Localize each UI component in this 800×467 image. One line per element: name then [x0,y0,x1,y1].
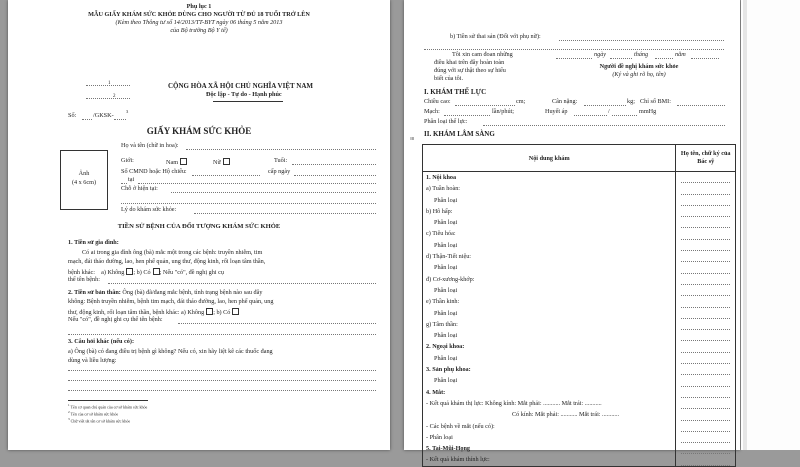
exam-row: b) Hô hấp: [426,207,453,215]
female-option: Nữ [213,158,230,166]
doctor-sign-line[interactable] [681,409,730,420]
height-label: Chiều cao: [424,98,451,105]
doctor-signature-cell [676,172,736,467]
age-label: Tuổi: [274,157,288,164]
exam-row: - Kết quả khám thị lực: Không kính: Mắt phải: ........... Mắt trái: ........... [426,399,602,407]
doctor-sign-line[interactable] [681,421,730,432]
address-label: Chỗ ở hiện tại: [121,185,158,192]
family-title: 1. Tiền sử gia đình: [68,239,119,246]
table-anchor-icon[interactable]: ⊞ [410,137,415,142]
exam-row: e) Thần kinh: [426,298,460,306]
date-label: ngày [594,51,607,58]
motto: Độc lập - Tự do - Hạnh phúc [206,91,282,98]
height-unit: cm; [516,98,526,105]
doctor-sign-line[interactable] [681,183,730,194]
male-checkbox[interactable] [180,158,187,165]
exam-row: Phân loại [434,241,458,249]
issued-with: (Kèm theo Thông tư số 14/2013/TT-BYT ngày 06 tháng 5 năm 2013 [115,19,283,26]
doctor-sign-line[interactable] [681,341,730,352]
org-mark-2: 2 [113,94,116,99]
doctor-sign-line[interactable] [681,330,730,341]
exam-row: d) Thận-Tiết niệu: [426,253,472,261]
scrollbar-area[interactable] [741,0,800,450]
family-text-4: thể tên bệnh: [68,276,100,283]
self-text-4: Nếu "có", đề nghị ghi cụ thể tên bệnh: [68,316,163,323]
doctor-sign-line[interactable] [681,285,730,296]
exam-row: 3. Sản phụ khoa: [426,366,471,374]
exam-row: - Kết quả khám thính lực: [426,456,490,464]
weight-unit: kg; [627,98,635,105]
self-text-1: 2. Tiền sử bản thân: Ông (bà) đã/đang mắc bệnh, tình trạng bệnh nào sau đây [68,289,263,296]
doctor-sign-line[interactable] [681,443,730,454]
exam-row: Phân loại [434,354,458,362]
doctor-sign-line[interactable] [681,251,730,262]
female-checkbox[interactable] [223,158,230,165]
classify-label: Phân loại thể lực: [424,118,468,125]
physical-title: I. KHÁM THỂ LỰC [424,88,487,96]
doctor-sign-line[interactable] [681,364,730,375]
photo-size: (4 x 6cm) [71,179,97,186]
number-label: Số: [68,112,77,119]
appendix-label: Phụ lục 1 [186,3,212,10]
footnote-3: $^3$ Chữ viết tắt tên cơ sở khám sức khỏe [68,417,131,424]
exam-row: Phân loại [434,377,458,385]
vertical-ruler [743,0,747,450]
pulse-unit: lần/phút; [492,108,514,115]
exam-row: Phân loại [434,332,458,340]
document-page-2: b) Tiền sử thai sản (Đối với phụ nữ): Tôi xin cam đoan những điều khai trên đây hoàn toàn đúng với sự thật theo sự hiểu biết của tôi. ngày tháng năm Người đề nghị khám sức khỏe (Ký và ghi rõ họ, tên) I. KHÁM THỂ LỰC Chiều cao: cm; Cân nặng: kg; Chỉ số BMI: Mạch: lần/phút; Huyết áp / mmHg Phân loại thể lực: II. KHÁM LÂM SÀNG ⊞ Nội dung khám Họ tên, chữ ký của Bác sỹ 1. Nội khoa a) Tuần hoàn: Phân loại b) Hô hấp: Phân loại c) Tiêu hóa: Phân loại d) Thận-Tiết niệu: Phân loại đ) Cơ-xương-khớp: Phân loại e) Thần kinh: Phân loại g) Tâm thần: Phân loại 2. Ngoại khoa: Phân loại 3. Sản phụ khoa: Phân loại 4. Mắt: - Kết quả khám thị lực: Không kính: Mắt phải: ........... Mắt trái: ........... Có kính: Mắt phải: ........... Mắt trái: ........... - Các bệnh về mắt (nếu có): - Phân loại 5. Tai-Mũi-Họng - Kết quả khám thính lực: [404,0,740,450]
exam-row: - Các bệnh về mắt (nếu có): [426,422,495,430]
doctor-sign-line[interactable] [681,172,730,183]
col-doctor-header: Họ tên, chữ ký của Bác sỹ [676,145,736,172]
exam-row: - Phân loại [426,433,453,441]
exam-content-cell [423,172,676,467]
month-label: tháng [634,51,649,58]
other-b-label: b) Tiền sử thai sản (Đối với phụ nữ): [450,33,541,40]
reason-label: Lý do khám sức khỏe: [121,206,177,213]
doctor-sign-line[interactable] [681,228,730,239]
signer-note: (Ký và ghi rõ họ, tên) [612,71,666,78]
photo-label: Ảnh [78,170,90,177]
issued-by: của Bộ trưởng Bộ Y tế) [170,27,228,34]
family-text-3: bệnh khác: a) Không ; b) Có ; Nếu "có", đề nghị ghi cụ [68,269,224,276]
footnote-1: $^1$ Tên cơ quan chủ quản của cơ sở khám sức khỏe [68,403,148,410]
doctor-sign-line[interactable] [681,375,730,386]
doctor-sign-line[interactable] [681,262,730,273]
gender-label: Giới: [121,157,134,164]
self-text-3: thư, động kinh, rối loạn tâm thần, bệnh khác: a) Không ; b) Có [68,308,239,316]
family-yes-checkbox[interactable] [153,268,160,275]
exam-row: 4. Mắt: [426,388,446,396]
photo-box [60,150,108,210]
other-text-1: a) Ông (bà) có đang điều trị bệnh gì không? Nếu có, xin hãy liệt kê các thuốc đang [68,348,273,355]
male-option: Nam [166,158,187,166]
self-text-2: không: Bệnh truyền nhiễm, bệnh tim mạch, đái tháo đường, lao, hen phế quản, ung [68,298,274,305]
exam-row: g) Tâm thần: [426,320,458,328]
doctor-sign-line[interactable] [681,432,730,443]
doctor-sign-line[interactable] [681,206,730,217]
doctor-sign-line[interactable] [681,296,730,307]
self-yes-checkbox[interactable] [232,308,239,315]
doctor-sign-line[interactable] [681,454,730,465]
exam-row: Phân loại [434,196,458,204]
pledge-line-2: điều khai trên đây hoàn toàn [434,59,505,66]
exam-row: 2. Ngoại khoa: [426,343,465,351]
signer-title: Người đề nghị khám sức khỏe [599,63,679,70]
main-title: MẪU GIẤY KHÁM SỨC KHỎE DÙNG CHO NGƯỜI TỪ ĐỦ 18 TUỔI TRỞ LÊN [88,11,310,18]
family-text-1: Có ai trong gia đình ông (bà) mắc một trong các bệnh: truyền nhiễm, tim [82,249,263,256]
number-value: /GKSK- [93,112,114,119]
exam-row: a) Tuần hoàn: [426,185,461,193]
exam-row: Phân loại [434,286,458,294]
doctor-sign-line[interactable] [681,319,730,330]
at-label: tại [128,176,135,183]
exam-row: Phân loại [434,219,458,227]
footnote-2: $^2$ Tên của cơ sở khám sức khỏe [68,410,119,417]
doctor-sign-line[interactable] [681,240,730,251]
exam-row: c) Tiêu hóa: [426,230,456,238]
other-text-2: dùng và liều lượng: [68,357,117,364]
pledge-line-4: biết của tôi. [434,75,464,82]
exam-row: 5. Tai-Mũi-Họng [426,445,471,453]
doctor-sign-line[interactable] [681,308,730,319]
exam-row: 1. Nội khoa [426,174,457,181]
doctor-sign-line[interactable] [681,217,730,228]
document-title: GIẤY KHÁM SỨC KHỎE [146,126,252,136]
weight-label: Cân nặng: [552,98,578,105]
exam-row: Phân loại [434,309,458,317]
pledge-line-1: Tôi xin cam đoan những [452,51,513,58]
pulse-label: Mạch: [424,108,440,115]
bp-unit: mmHg [639,108,657,115]
history-title: TIỀN SỬ BỆNH CỦA ĐỐI TƯỢNG KHÁM SỨC KHỎE [117,223,281,230]
republic-heading: CỘNG HÒA XÃ HỘI CHỦ NGHĨA VIỆT NAM [168,82,314,90]
doctor-sign-line[interactable] [681,398,730,409]
fullname-label: Họ và tên (chữ in hoa): [121,142,179,149]
doctor-sign-line[interactable] [681,195,730,206]
doctor-sign-line[interactable] [681,353,730,364]
number-sup: 3 [126,109,129,114]
pledge-line-3: đúng với sự thật theo sự hiểu [434,67,506,74]
clinical-table [422,144,736,467]
bp-label: Huyết áp [545,108,568,115]
family-text-2: mạch, đái tháo đường, lao, hen phế quản, ung thư, động kinh, rối loạn tâm thần, [68,258,266,265]
exam-row: Phân loại [434,264,458,272]
clinical-title: II. KHÁM LÂM SÀNG [424,130,495,138]
doctor-sign-line[interactable] [681,274,730,285]
id-label: Số CMND hoặc Hộ chiếu: [121,168,187,175]
exam-row: đ) Cơ-xương-khớp: [426,275,475,283]
bmi-label: Chỉ số BMI: [640,98,671,105]
org-mark-1: 1 [108,81,111,86]
doctor-sign-line[interactable] [681,387,730,398]
other-title: 3. Câu hỏi khác (nếu có): [68,338,135,345]
col-content-header: Nội dung khám [423,145,676,172]
id-issued-label: cấp ngày [268,168,291,175]
year-label: năm [675,51,686,58]
exam-row: Có kính: Mắt phải: ........... Mắt trái: ........... [512,411,620,419]
document-page-1 [8,0,390,450]
